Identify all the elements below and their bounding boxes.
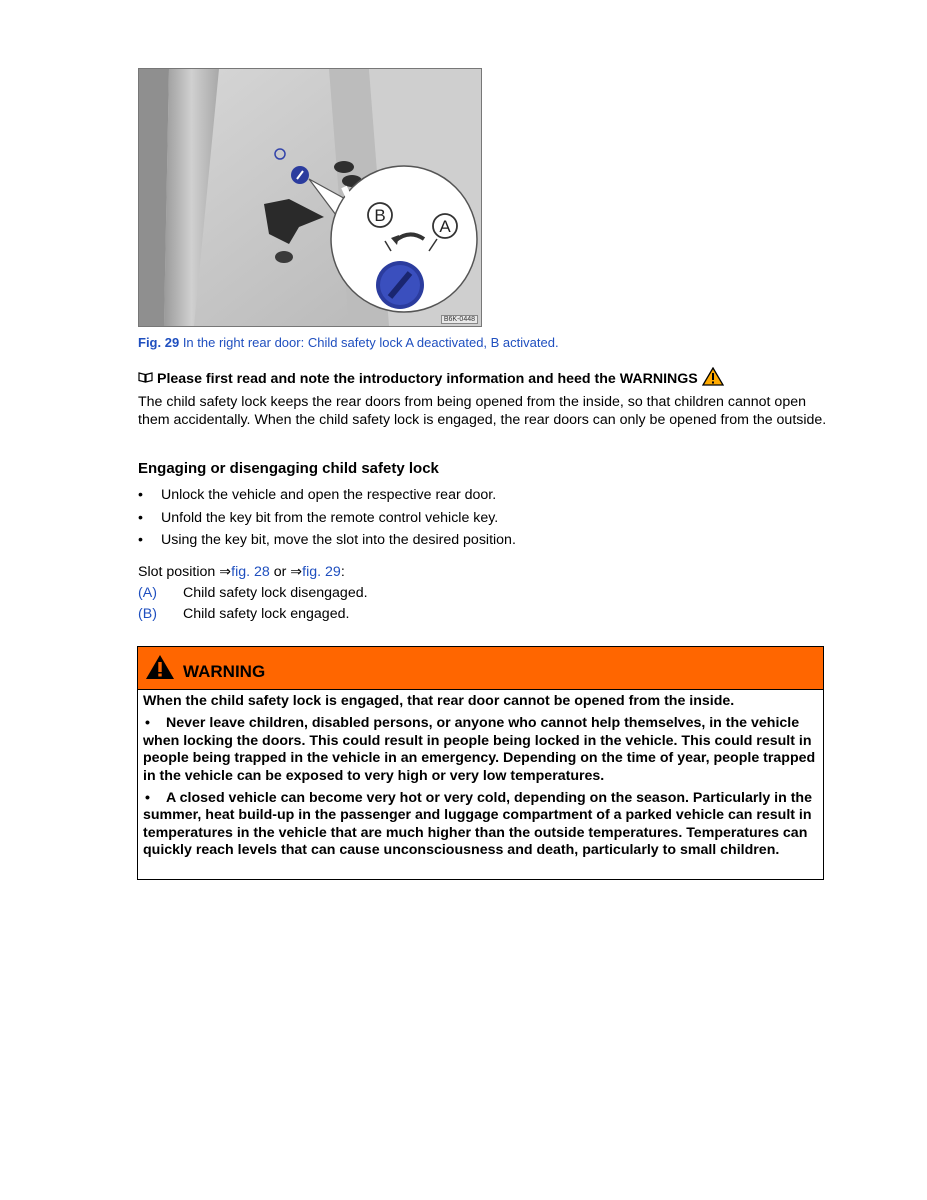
warning-triangle-icon	[702, 367, 724, 390]
intro-paragraph: The child safety lock keeps the rear doors from being opened from the inside, so that children cannot open them accidentally. When the child safety lock is engaged, the rear doors can only be opened from the outside.	[138, 394, 827, 428]
warning-title: WARNING	[183, 662, 266, 681]
warning-icon	[145, 654, 175, 685]
warning-header	[138, 647, 823, 690]
bullet-icon: •	[138, 532, 143, 548]
arrow-icon: ⇒	[219, 564, 232, 580]
list-item: • Unfold the key bit from the remote control vehicle key.	[138, 509, 499, 526]
warning-item: • A closed vehicle can become very hot or very cold, depending on the season. Particularly in the summer, heat build-up in the passenger and luggage compartment of a parked vehicle can result in temperatures in the vehicle that are much higher than the outside temperatures. Temperatures can quickly reach levels that can cause unconsciousness and death, particularly to small children.	[143, 790, 812, 859]
arrow-icon: ⇒	[290, 564, 303, 580]
figure-code: B6K-0448	[441, 315, 478, 324]
warning-lead: When the child safety lock is engaged, that rear door cannot be opened from the inside.	[143, 693, 735, 709]
slot-item-a: (A) Child safety lock disengaged.	[138, 585, 368, 601]
list-item: • Using the key bit, move the slot into the desired position.	[138, 532, 516, 548]
intro-notice	[138, 367, 724, 390]
link-fig-28[interactable]: fig. 28	[231, 564, 270, 580]
list-item: • Unlock the vehicle and open the respective rear door.	[138, 487, 497, 503]
instruction-list	[138, 487, 516, 555]
lock-label-a: A	[439, 217, 451, 236]
warning-item: • Never leave children, disabled persons, or anyone who cannot help themselves, in the vehicle when locking the doors. This could result in people being locked in the vehicle. This could result in people being trapped in the vehicle in an emergency. Depending on the time of year, people trapped in the vehicle can be exposed to very high or very low temperatures.	[143, 715, 816, 784]
slot-item-b: (B) Child safety lock engaged.	[138, 606, 350, 622]
slot-position-line: Slot position ⇒fig. 28 or ⇒fig. 29:	[138, 564, 345, 580]
bullet-icon: •	[138, 487, 143, 503]
figure-child-safety-lock	[138, 68, 482, 327]
caption-text: In the right rear door: Child safety lock A deactivated, B activated.	[182, 335, 559, 350]
door-lock-illustration	[139, 69, 481, 326]
bullet-icon: •	[145, 790, 150, 807]
section-heading: Engaging or disengaging child safety lock	[138, 460, 439, 477]
warning-body	[138, 690, 823, 860]
lock-label-b: B	[374, 206, 386, 225]
bullet-icon: •	[145, 715, 150, 732]
bullet-icon: •	[138, 509, 143, 526]
warning-box	[137, 646, 824, 880]
caption-label: Fig. 29	[138, 335, 180, 350]
link-fig-29[interactable]: fig. 29	[302, 564, 341, 580]
book-icon	[138, 371, 153, 387]
intro-text: Please first read and note the introductory information and heed the WARNINGS	[157, 370, 698, 387]
figure-caption	[138, 335, 559, 350]
